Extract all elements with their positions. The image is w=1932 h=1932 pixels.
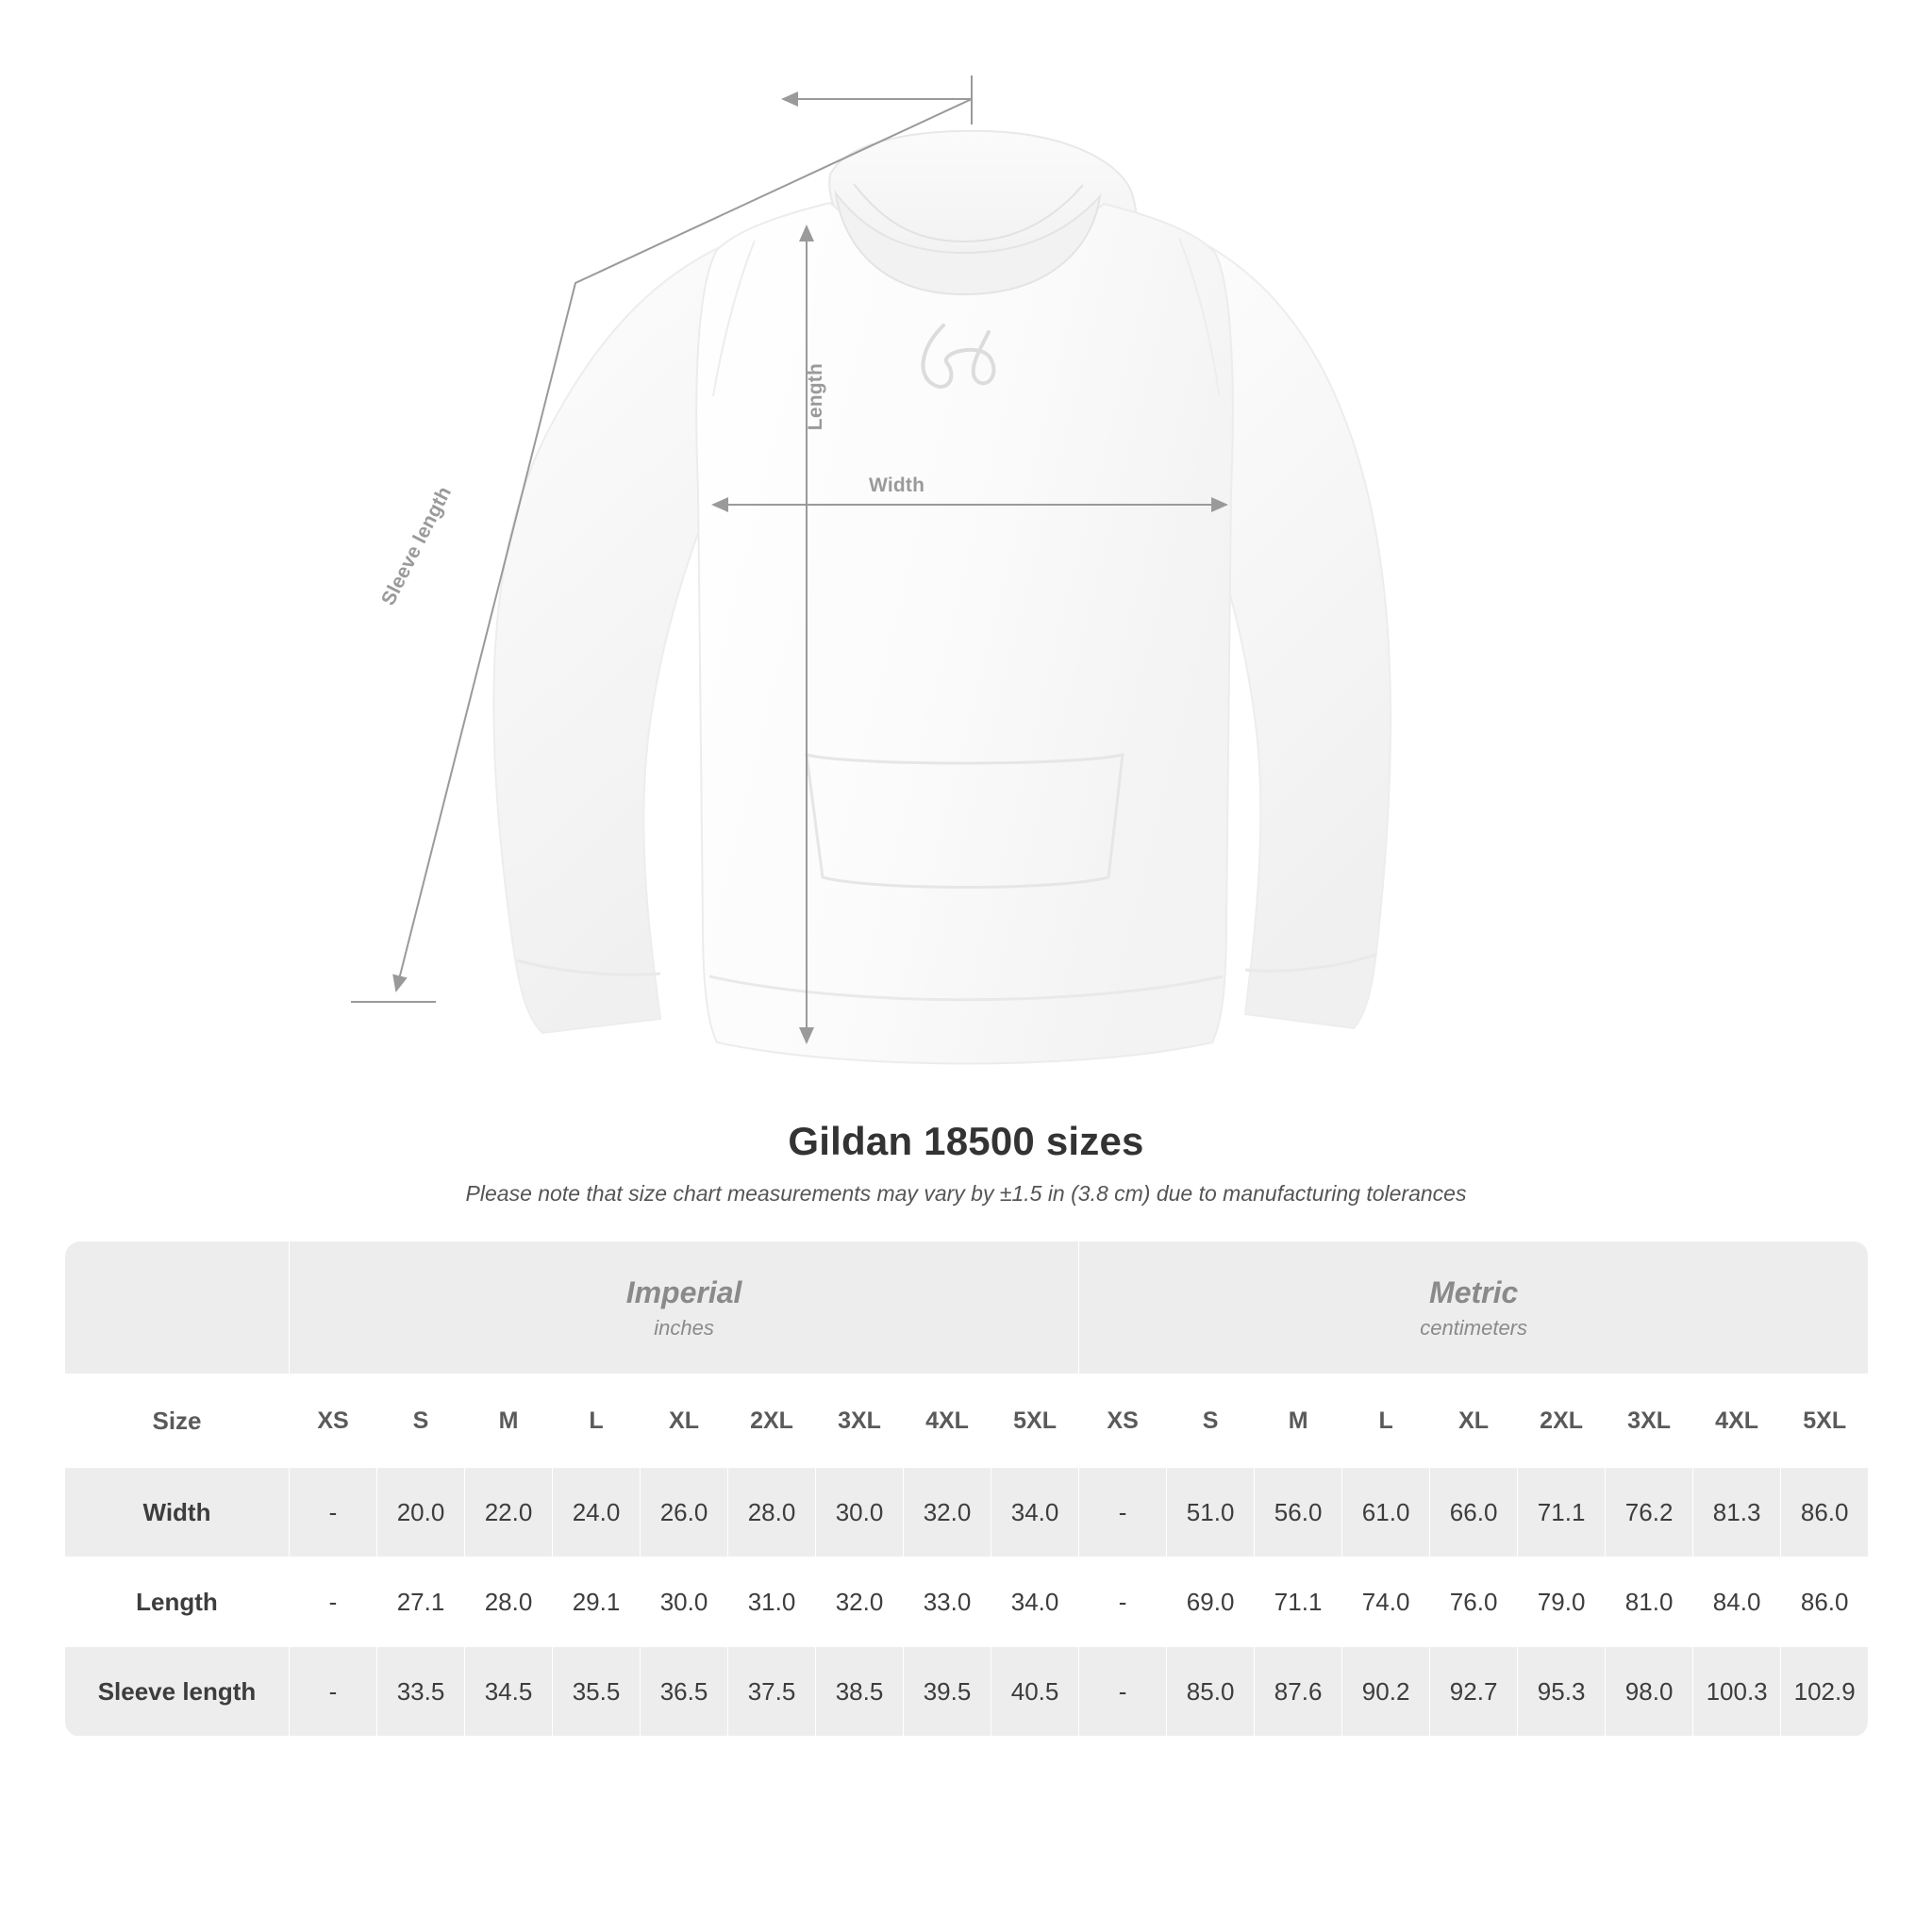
cell-sleeve-metric-xl: 92.7 — [1430, 1647, 1518, 1737]
unit-group-metric — [1079, 1241, 1868, 1374]
cell-width-metric-xs: - — [1079, 1468, 1167, 1557]
cell-width-imperial-2xl: 28.0 — [728, 1468, 816, 1557]
cell-width-imperial-m: 22.0 — [465, 1468, 553, 1557]
cell-width-metric-2xl: 71.1 — [1518, 1468, 1606, 1557]
size-header-metric-4xl: 4XL — [1693, 1374, 1781, 1468]
page-title: Gildan 18500 sizes — [788, 1119, 1144, 1163]
cell-width-imperial-xl: 26.0 — [641, 1468, 728, 1557]
cell-length-imperial-s: 27.1 — [377, 1557, 465, 1647]
unit-corner-cell — [65, 1241, 290, 1374]
row-label-length: Length — [65, 1557, 290, 1647]
cell-sleeve-imperial-3xl: 38.5 — [816, 1647, 904, 1737]
cell-length-metric-xs: - — [1079, 1557, 1167, 1647]
title-block — [0, 1119, 1932, 1207]
size-header-imperial-2xl: 2XL — [728, 1374, 816, 1468]
cell-length-imperial-3xl: 32.0 — [816, 1557, 904, 1647]
cell-length-metric-5xl: 86.0 — [1781, 1557, 1868, 1647]
size-header-metric-xl: XL — [1430, 1374, 1518, 1468]
row-label-width: Width — [65, 1468, 290, 1557]
cell-sleeve-metric-3xl: 98.0 — [1606, 1647, 1693, 1737]
size-header-row — [65, 1374, 1869, 1468]
cell-width-metric-xl: 66.0 — [1430, 1468, 1518, 1557]
unit-group-metric-sub: centimeters — [1420, 1315, 1528, 1340]
size-header-imperial-s: S — [377, 1374, 465, 1468]
size-header-metric-xs: XS — [1079, 1374, 1167, 1468]
cell-sleeve-metric-5xl: 102.9 — [1781, 1647, 1868, 1737]
cell-sleeve-metric-4xl: 100.3 — [1693, 1647, 1781, 1737]
cell-width-imperial-3xl: 30.0 — [816, 1468, 904, 1557]
size-header-metric-s: S — [1167, 1374, 1255, 1468]
size-table-wrapper — [64, 1241, 1868, 1737]
cell-sleeve-imperial-2xl: 37.5 — [728, 1647, 816, 1737]
cell-length-metric-l: 74.0 — [1342, 1557, 1430, 1647]
cell-width-metric-3xl: 76.2 — [1606, 1468, 1693, 1557]
cell-length-imperial-5xl: 34.0 — [991, 1557, 1079, 1647]
size-header-metric-l: L — [1342, 1374, 1430, 1468]
size-header-imperial-xs: XS — [290, 1374, 377, 1468]
hoodie-shape — [493, 131, 1391, 1064]
cell-sleeve-metric-2xl: 95.3 — [1518, 1647, 1606, 1737]
table-row-width — [65, 1468, 1869, 1557]
size-header-imperial-xl: XL — [641, 1374, 728, 1468]
cell-length-metric-m: 71.1 — [1255, 1557, 1342, 1647]
cell-length-imperial-m: 28.0 — [465, 1557, 553, 1647]
cell-width-metric-4xl: 81.3 — [1693, 1468, 1781, 1557]
cell-width-imperial-s: 20.0 — [377, 1468, 465, 1557]
cell-width-metric-5xl: 86.0 — [1781, 1468, 1868, 1557]
unit-group-imperial-sub: inches — [654, 1315, 714, 1340]
cell-length-imperial-xl: 30.0 — [641, 1557, 728, 1647]
table-row-sleeve-length — [65, 1647, 1869, 1737]
size-header-metric-3xl: 3XL — [1606, 1374, 1693, 1468]
cell-length-metric-xl: 76.0 — [1430, 1557, 1518, 1647]
size-header-imperial-l: L — [553, 1374, 641, 1468]
size-header-imperial-m: M — [465, 1374, 553, 1468]
cell-length-imperial-xs: - — [290, 1557, 377, 1647]
cell-width-imperial-xs: - — [290, 1468, 377, 1557]
cell-sleeve-imperial-xs: - — [290, 1647, 377, 1737]
cell-sleeve-imperial-4xl: 39.5 — [904, 1647, 991, 1737]
cell-length-imperial-2xl: 31.0 — [728, 1557, 816, 1647]
size-header-imperial-3xl: 3XL — [816, 1374, 904, 1468]
sleeve-length-dimension-label: Sleeve length — [376, 483, 457, 609]
table-row-length — [65, 1557, 1869, 1647]
cell-sleeve-metric-l: 90.2 — [1342, 1647, 1430, 1737]
cell-width-metric-s: 51.0 — [1167, 1468, 1255, 1557]
cell-length-imperial-4xl: 33.0 — [904, 1557, 991, 1647]
cell-sleeve-imperial-l: 35.5 — [553, 1647, 641, 1737]
size-table — [64, 1241, 1868, 1737]
length-dimension-label: Length — [805, 363, 826, 431]
unit-group-metric-name: Metric — [1429, 1274, 1519, 1309]
cell-length-metric-3xl: 81.0 — [1606, 1557, 1693, 1647]
size-header-metric-5xl: 5XL — [1781, 1374, 1868, 1468]
size-header-metric-m: M — [1255, 1374, 1342, 1468]
size-header-imperial-4xl: 4XL — [904, 1374, 991, 1468]
width-dimension-label: Width — [869, 475, 925, 496]
cell-width-imperial-5xl: 34.0 — [991, 1468, 1079, 1557]
cell-width-imperial-4xl: 32.0 — [904, 1468, 991, 1557]
cell-width-metric-l: 61.0 — [1342, 1468, 1430, 1557]
cell-sleeve-imperial-5xl: 40.5 — [991, 1647, 1079, 1737]
unit-header-row — [65, 1241, 1869, 1374]
cell-sleeve-imperial-s: 33.5 — [377, 1647, 465, 1737]
tolerance-note: Please note that size chart measurements may vary by ±1.5 in (3.8 cm) due to manufacturing tolerances — [465, 1181, 1467, 1206]
cell-sleeve-metric-xs: - — [1079, 1647, 1167, 1737]
row-label-sleeve-length: Sleeve length — [65, 1647, 290, 1737]
size-header-imperial-5xl: 5XL — [991, 1374, 1079, 1468]
unit-group-imperial-name: Imperial — [625, 1274, 742, 1309]
cell-length-metric-2xl: 79.0 — [1518, 1557, 1606, 1647]
cell-sleeve-imperial-xl: 36.5 — [641, 1647, 728, 1737]
cell-length-imperial-l: 29.1 — [553, 1557, 641, 1647]
cell-sleeve-metric-m: 87.6 — [1255, 1647, 1342, 1737]
cell-sleeve-metric-s: 85.0 — [1167, 1647, 1255, 1737]
cell-width-imperial-l: 24.0 — [553, 1468, 641, 1557]
unit-group-imperial — [290, 1241, 1079, 1374]
size-header-label: Size — [65, 1374, 290, 1468]
cell-width-metric-m: 56.0 — [1255, 1468, 1342, 1557]
size-header-metric-2xl: 2XL — [1518, 1374, 1606, 1468]
cell-length-metric-s: 69.0 — [1167, 1557, 1255, 1647]
cell-length-metric-4xl: 84.0 — [1693, 1557, 1781, 1647]
cell-sleeve-imperial-m: 34.5 — [465, 1647, 553, 1737]
